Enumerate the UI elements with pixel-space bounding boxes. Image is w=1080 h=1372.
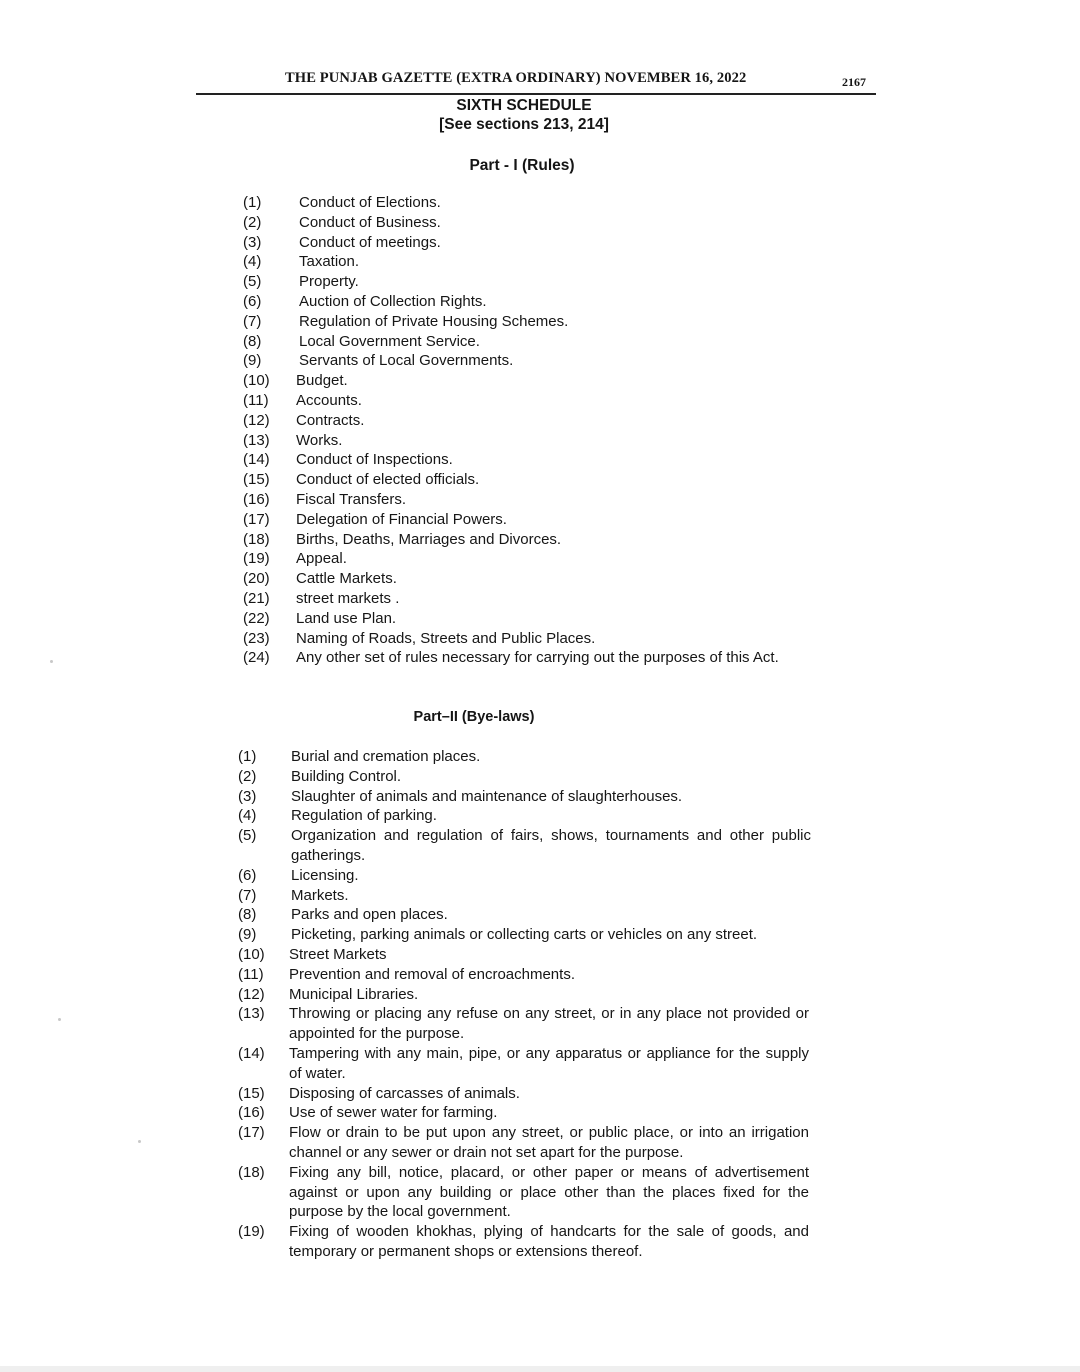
item-number: (2) bbox=[243, 213, 262, 231]
item-number: (8) bbox=[243, 332, 262, 350]
part1-item bbox=[243, 589, 819, 609]
item-text: Street Markets bbox=[289, 945, 387, 963]
item-text: Picketing, parking animals or collecting carts or vehicles on any street. bbox=[291, 926, 758, 944]
part2-item bbox=[238, 1084, 811, 1104]
item-text: Auction of Collection Rights. bbox=[299, 292, 487, 310]
part1-item bbox=[243, 312, 819, 332]
item-number: (11) bbox=[238, 965, 264, 983]
item-number: (18) bbox=[238, 1163, 265, 1181]
part1-heading: Part - I (Rules) bbox=[469, 157, 575, 174]
part2-item bbox=[238, 905, 811, 925]
part1-item bbox=[243, 252, 819, 272]
item-number: (7) bbox=[238, 886, 257, 904]
part2-item bbox=[238, 1004, 811, 1044]
item-number: (17) bbox=[238, 1124, 265, 1142]
item-number: (16) bbox=[243, 490, 270, 508]
part2-item bbox=[238, 925, 811, 945]
item-number: (12) bbox=[238, 985, 265, 1003]
item-text: Fiscal Transfers. bbox=[296, 490, 407, 508]
item-number: (23) bbox=[243, 629, 270, 647]
part1-item bbox=[243, 193, 819, 213]
part1-list bbox=[243, 193, 819, 668]
part1-item bbox=[243, 629, 819, 649]
part1-item bbox=[243, 470, 819, 490]
item-number: (3) bbox=[243, 233, 262, 251]
part1-item bbox=[243, 530, 819, 550]
item-number: (10) bbox=[238, 945, 265, 963]
item-number: (15) bbox=[243, 471, 270, 489]
item-number: (13) bbox=[243, 431, 270, 449]
item-number: (4) bbox=[243, 253, 262, 271]
item-text: Contracts. bbox=[296, 411, 365, 429]
part1-item bbox=[243, 332, 819, 352]
item-text: Cattle Markets. bbox=[296, 570, 397, 588]
item-text: Licensing. bbox=[291, 866, 359, 884]
part1-item bbox=[243, 233, 819, 253]
part1-item bbox=[243, 450, 819, 470]
part2-item bbox=[238, 1103, 811, 1123]
schedule-title: SIXTH SCHEDULE bbox=[456, 97, 592, 114]
item-number: (12) bbox=[243, 411, 270, 429]
item-number: (21) bbox=[243, 589, 270, 607]
item-text: Organization and regulation of fairs, shows, tournaments and other public gatherings. bbox=[291, 827, 811, 864]
header-rule bbox=[196, 93, 876, 95]
schedule-reference: [See sections 213, 214] bbox=[439, 116, 609, 133]
item-text: Taxation. bbox=[299, 253, 360, 271]
item-number: (14) bbox=[238, 1044, 265, 1062]
item-number: (11) bbox=[243, 391, 269, 409]
part2-item bbox=[238, 747, 811, 767]
scan-speck bbox=[138, 1140, 141, 1143]
part1-item bbox=[243, 609, 819, 629]
part2-item bbox=[238, 886, 811, 906]
part2-item bbox=[238, 985, 811, 1005]
page-number: 2167 bbox=[842, 75, 866, 89]
item-text: Births, Deaths, Marriages and Divorces. bbox=[296, 530, 562, 548]
item-text: Markets. bbox=[291, 886, 349, 904]
item-text: Slaughter of animals and maintenance of slaughterhouses. bbox=[291, 787, 683, 805]
part1-item bbox=[243, 371, 819, 391]
part1-item bbox=[243, 292, 819, 312]
item-text: Flow or drain to be put upon any street, or public place, or into an irrigation channel or any sewer or drain not set apart for the purpose. bbox=[289, 1124, 809, 1161]
item-text: Conduct of meetings. bbox=[299, 233, 441, 251]
part2-item bbox=[238, 1222, 811, 1262]
item-text: Municipal Libraries. bbox=[289, 985, 419, 1003]
item-text: Regulation of parking. bbox=[291, 807, 437, 825]
item-number: (19) bbox=[238, 1223, 265, 1241]
item-number: (3) bbox=[238, 787, 257, 805]
part2-list bbox=[238, 747, 811, 1262]
item-text: Delegation of Financial Powers. bbox=[296, 510, 507, 528]
item-text: Conduct of Inspections. bbox=[296, 451, 453, 469]
part1-item bbox=[243, 391, 819, 411]
item-text: Any other set of rules necessary for carrying out the purposes of this Act. bbox=[296, 649, 779, 667]
item-number: (8) bbox=[238, 906, 257, 924]
part1-item bbox=[243, 213, 819, 233]
item-text: Conduct of Business. bbox=[299, 213, 441, 231]
part1-item bbox=[243, 510, 819, 530]
item-text: Tampering with any main, pipe, or any apparatus or appliance for the supply of water. bbox=[289, 1044, 809, 1082]
item-text: Servants of Local Governments. bbox=[299, 352, 514, 370]
item-text: Burial and cremation places. bbox=[291, 748, 481, 765]
scan-speck bbox=[50, 660, 53, 663]
part1-item bbox=[243, 272, 819, 292]
part2-item bbox=[238, 806, 811, 826]
item-number: (9) bbox=[238, 926, 257, 944]
item-number: (19) bbox=[243, 550, 270, 568]
item-text: Throwing or placing any refuse on any street, or in any place not provided or appointed for the purpose. bbox=[289, 1005, 809, 1043]
part1-item bbox=[243, 351, 819, 371]
part2-item bbox=[238, 945, 811, 965]
part2-item bbox=[238, 1123, 811, 1163]
item-text: Conduct of Elections. bbox=[299, 194, 441, 211]
item-text: Local Government Service. bbox=[299, 332, 480, 350]
part2-item bbox=[238, 1044, 811, 1084]
item-number: (10) bbox=[243, 372, 270, 390]
running-head: THE PUNJAB GAZETTE (EXTRA ORDINARY) NOVEMBER 16, 2022 bbox=[285, 70, 747, 86]
part2-item bbox=[238, 1163, 811, 1222]
part1-item bbox=[243, 549, 819, 569]
item-number: (1) bbox=[243, 194, 262, 211]
page-bottom-edge bbox=[0, 1366, 1080, 1372]
item-text: Conduct of elected officials. bbox=[296, 471, 480, 489]
item-text: Disposing of carcasses of animals. bbox=[289, 1084, 520, 1102]
item-number: (7) bbox=[243, 312, 262, 330]
part2-item bbox=[238, 787, 811, 807]
item-number: (13) bbox=[238, 1005, 265, 1023]
part2-heading: Part–II (Bye-laws) bbox=[413, 709, 535, 725]
item-number: (24) bbox=[243, 649, 270, 667]
part1-item bbox=[243, 431, 819, 451]
part1-item bbox=[243, 569, 819, 589]
part2-item bbox=[238, 767, 811, 787]
item-text: Property. bbox=[299, 273, 359, 291]
item-text: Use of sewer water for farming. bbox=[289, 1104, 498, 1122]
part1-item bbox=[243, 411, 819, 431]
item-number: (16) bbox=[238, 1104, 265, 1122]
item-text: Budget. bbox=[296, 372, 348, 390]
item-text: Fixing any bill, notice, placard, or other paper or means of advertisement against or upon any building or place other than the places fixed for the purpose by the local government. bbox=[289, 1163, 809, 1221]
item-text: street markets . bbox=[296, 589, 400, 607]
item-number: (6) bbox=[238, 866, 257, 884]
item-number: (20) bbox=[243, 570, 270, 588]
item-text: Land use Plan. bbox=[296, 609, 397, 627]
item-text: Prevention and removal of encroachments. bbox=[289, 965, 575, 983]
part2-item bbox=[238, 866, 811, 886]
item-text: Parks and open places. bbox=[291, 906, 448, 924]
item-number: (2) bbox=[238, 767, 257, 785]
item-number: (14) bbox=[243, 451, 270, 469]
item-number: (1) bbox=[238, 748, 257, 765]
item-text: Appeal. bbox=[296, 550, 347, 568]
item-number: (5) bbox=[243, 273, 262, 291]
item-number: (17) bbox=[243, 510, 270, 528]
part2-item bbox=[238, 965, 811, 985]
item-text: Building Control. bbox=[291, 767, 402, 785]
item-text: Regulation of Private Housing Schemes. bbox=[299, 312, 569, 330]
item-text: Naming of Roads, Streets and Public Places. bbox=[296, 629, 596, 647]
item-number: (9) bbox=[243, 352, 262, 370]
scan-speck bbox=[58, 1018, 61, 1021]
part1-item bbox=[243, 490, 819, 510]
part1-item bbox=[243, 648, 819, 668]
item-text: Fixing of wooden khokhas, plying of handcarts for the sale of goods, and temporary or permanent shops or extensions thereof. bbox=[289, 1223, 809, 1260]
item-number: (22) bbox=[243, 609, 270, 627]
item-text: Accounts. bbox=[296, 391, 362, 409]
item-number: (15) bbox=[238, 1084, 265, 1102]
item-number: (4) bbox=[238, 807, 257, 825]
item-number: (18) bbox=[243, 530, 270, 548]
item-number: (6) bbox=[243, 292, 262, 310]
part2-item bbox=[238, 826, 811, 866]
item-number: (5) bbox=[238, 827, 257, 845]
item-text: Works. bbox=[296, 431, 343, 449]
